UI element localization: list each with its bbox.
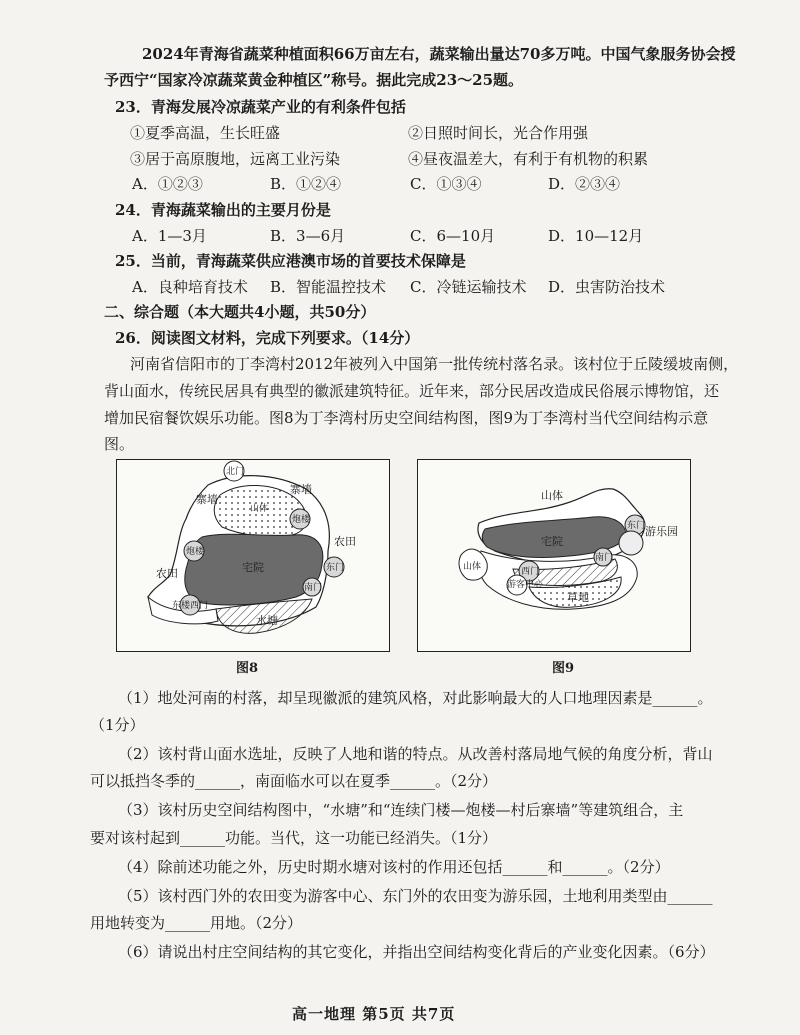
figure-8-caption: 图8 — [236, 661, 259, 676]
q26-stem: 26．阅读图文材料，完成下列要求。（14分） — [115, 329, 420, 347]
section-2-title: 二、综合题（本大题共4小题，共50分） — [104, 303, 376, 321]
q24-stem: 24．青海蔬菜输出的主要月份是 — [115, 201, 331, 219]
q25-option-c: C．冷链运输技术 — [410, 278, 527, 296]
fig9-label-park: 游乐园 — [645, 525, 678, 538]
page-footer: 高一地理 第5页 共7页 — [292, 1005, 456, 1023]
q23-statement-3: ③居于高原腹地，远离工业污染 — [130, 150, 341, 168]
subq-1-line-1: （1）地处河南的村落，却呈现徽派的建筑风格，对此影响最大的人口地理因素是______。 — [118, 689, 713, 707]
fig9-label-visitor-center: 游客中心 — [507, 580, 544, 590]
fig8-label-south-gate: 南门 — [304, 583, 323, 593]
fig8-label-tower-right: 炮楼 — [292, 515, 311, 525]
q25-option-d: D．虫害防治技术 — [548, 278, 666, 296]
fig8-label-wall-left: 寨墙 — [196, 493, 218, 506]
intro-line-2: 予西宁“国家冷凉蔬菜黄金种植区”称号。据此完成23～25题。 — [104, 71, 524, 89]
q25-option-a: A．良种培育技术 — [132, 278, 248, 296]
q26-para-line-3: 增加民宿餐饮娱乐功能。图8为丁李湾村历史空间结构图，图9为丁李湾村当代空间结构示意 — [104, 409, 709, 427]
q24-option-c: C．6—10月 — [410, 227, 496, 245]
q23-option-c: C．①③④ — [410, 175, 482, 193]
fig8-label-north-gate: 北门 — [226, 467, 245, 477]
fig8-label-farmland-left: 农田 — [156, 567, 178, 580]
q25-stem: 25．当前，青海蔬菜供应港澳市场的首要技术保障是 — [115, 252, 466, 270]
q26-para-line-2: 背山面水，传统民居具有典型的徽派建筑特征。近年来，部分民居改造成民俗展示博物馆，还 — [104, 382, 720, 400]
q25-option-b: B．智能温控技术 — [270, 278, 387, 296]
q23-option-a: A．①②③ — [132, 175, 203, 193]
fig8-label-courtyard: 宅院 — [242, 561, 264, 574]
figure-9-map — [417, 459, 691, 652]
fig9-label-west-gate: 西门 — [521, 567, 540, 577]
figure-9-caption: 图9 — [552, 661, 575, 676]
subq-5-line-2: 用地转变为______用地。（2分） — [90, 914, 303, 932]
fig8-label-tower-left: 炮楼 — [186, 547, 205, 557]
q23-statement-2: ②日照时间长，光合作用强 — [408, 124, 589, 142]
fig9-label-south-gate: 南门 — [595, 553, 614, 563]
subq-6: （6）请说出村庄空间结构的其它变化，并指出空间结构变化背后的产业变化因素。（6分） — [118, 943, 715, 961]
q26-para-line-4: 图。 — [104, 435, 135, 453]
fig8-label-mountain: 山体 — [250, 504, 269, 514]
q23-option-d: D．②③④ — [548, 175, 621, 193]
subq-2-line-1: （2）该村背山面水选址，反映了人地和谐的特点。从改善村落局地气候的角度分析，背山 — [118, 745, 713, 763]
fig9-label-east-gate: 东门 — [627, 521, 646, 531]
q26-para-line-1: 河南省信阳市的丁李湾村2012年被列入中国第一批传统村落名录。该村位于丘陵缓坡南侧， — [130, 355, 739, 373]
q23-statement-4: ④昼夜温差大，有利于有机物的积累 — [408, 150, 649, 168]
fig8-label-wall-right: 寨墙 — [290, 483, 312, 496]
q23-statement-1: ①夏季高温，生长旺盛 — [130, 124, 281, 142]
subq-1-line-2: （1分） — [90, 716, 145, 734]
subq-4: （4）除前述功能之外，历史时期水塘对该村的作用还包括______和______。（2分） — [118, 858, 670, 876]
fig9-label-grass: 草地 — [567, 591, 589, 604]
q24-option-b: B．3—6月 — [270, 227, 346, 245]
fig9-label-mountain: 山体 — [541, 489, 563, 502]
subq-3-line-2: 要对该村起到______功能。当代，这一功能已经消失。（1分） — [90, 829, 498, 847]
q24-option-a: A．1—3月 — [132, 227, 207, 245]
intro-line-1: 2024年青海省蔬菜种植面积66万亩左右，蔬菜输出量达70多万吨。中国气象服务协会授 — [142, 45, 736, 63]
q23-stem: 23．青海发展冷凉蔬菜产业的有利条件包括 — [115, 98, 406, 116]
fig8-label-farmland-right: 农田 — [334, 535, 356, 548]
subq-5-line-1: （5）该村西门外的农田变为游客中心、东门外的农田变为游乐园，土地利用类型由______ — [118, 887, 713, 905]
fig9-label-courtyard: 宅院 — [541, 535, 563, 548]
fig8-label-west-gate: 东楼西门 — [172, 601, 209, 611]
subq-2-line-2: 可以抵挡冬季的______，南面临水可以在夏季______。（2分） — [90, 772, 498, 790]
q23-option-b: B．①②④ — [270, 175, 342, 193]
fig9-label-mountain-small: 山体 — [463, 562, 482, 572]
fig8-label-east-gate: 东门 — [326, 563, 345, 573]
fig8-label-pond: 水塘 — [256, 614, 278, 627]
subq-3-line-1: （3）该村历史空间结构图中，“水塘”和“连续门楼—炮楼—村后寨墙”等建筑组合，主 — [118, 801, 684, 819]
q24-option-d: D．10—12月 — [548, 227, 644, 245]
figure-8-map — [116, 459, 390, 652]
